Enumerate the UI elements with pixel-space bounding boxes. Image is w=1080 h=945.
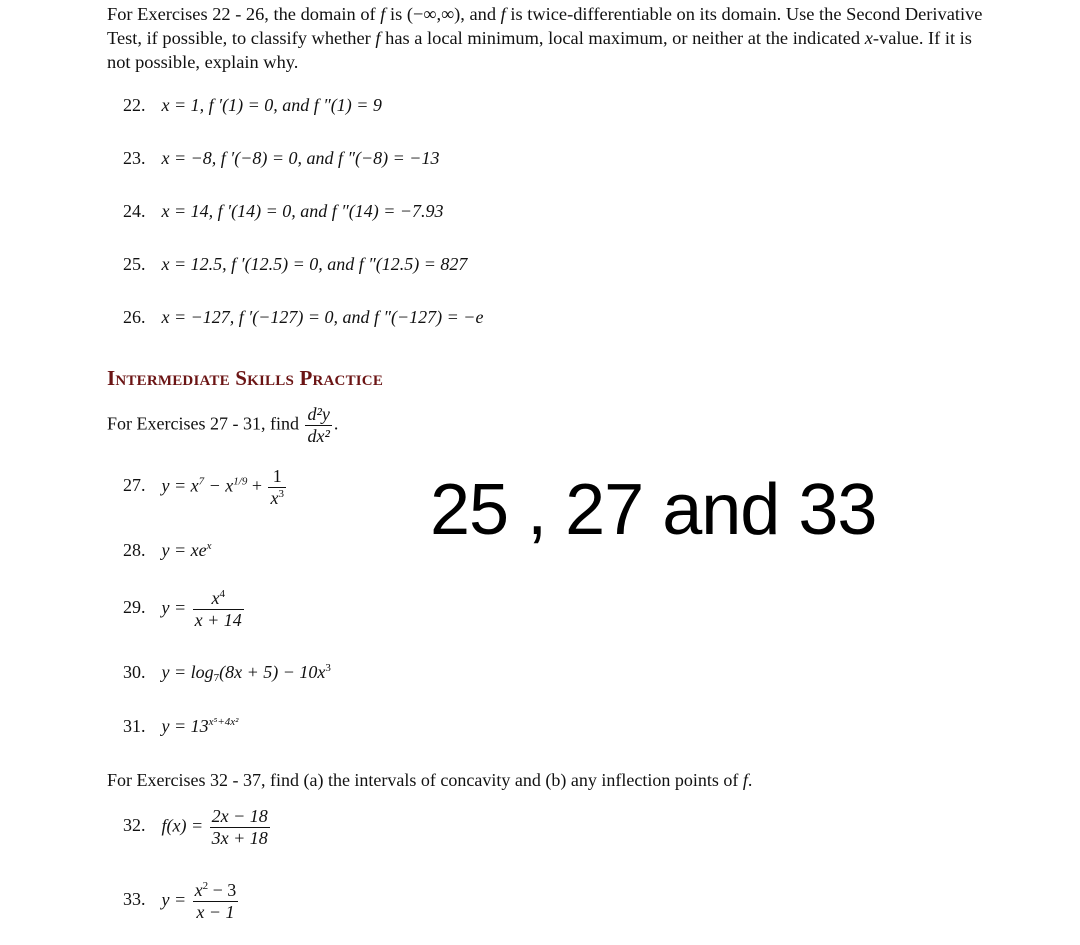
- equation-lhs: y = 13: [161, 716, 209, 736]
- prompt-text: For Exercises 27 - 31, find: [107, 413, 299, 434]
- var-x: x: [864, 28, 873, 48]
- exponent: 2: [202, 880, 209, 892]
- exercise-24: [123, 199, 444, 223]
- intro-paragraph: [107, 2, 987, 74]
- prompt-text: For Exercises 32 - 37, find (a) the intervals of concavity and (b) any inflection points of: [107, 770, 739, 790]
- first-derivative: f ′(12.5) = 0, and: [231, 254, 355, 274]
- exercise-27: [123, 466, 288, 508]
- exercise-28: [123, 538, 212, 562]
- exercise-number: 30.: [123, 662, 146, 682]
- var-f: f: [380, 4, 386, 24]
- exponent: 3: [325, 662, 331, 674]
- section-heading: Intermediate Skills Practice: [107, 366, 384, 390]
- intro-text: -value. If it is not possible, explain why.: [107, 28, 972, 72]
- handwritten-note-overlay: 25 , 27 and 33: [430, 470, 877, 550]
- fraction-denominator: dx²: [307, 425, 330, 446]
- prompt-32-37: [107, 768, 752, 792]
- intro-text: is twice-differentiable on its domain. Use the Second Derivative Test, if possible, to classify whether: [107, 4, 983, 48]
- equation-lhs: y = xe: [161, 540, 207, 560]
- second-derivative: f ″(12.5) = 827: [358, 254, 468, 274]
- second-derivative-fraction: [305, 404, 331, 446]
- exponent: 3: [278, 487, 284, 500]
- exercise-number: 31.: [123, 716, 146, 736]
- exercise-number: 22.: [123, 95, 146, 115]
- fraction-denominator: x + 14: [194, 609, 242, 630]
- fraction-numerator: 2x − 18: [211, 806, 268, 826]
- fraction-denominator: [268, 488, 286, 509]
- exercise-31: [123, 714, 238, 738]
- exponent: x: [206, 540, 212, 552]
- second-derivative: f ″(−127) = −e: [374, 307, 484, 327]
- fraction-denominator: x − 1: [196, 901, 235, 922]
- var-f: f: [742, 770, 748, 790]
- var-f: f: [500, 4, 506, 24]
- exercise-25: [123, 252, 467, 276]
- exponent: 4: [219, 588, 225, 600]
- fraction-numerator: [193, 588, 244, 610]
- fraction: [193, 588, 244, 630]
- intro-text: For Exercises 22 - 26, the domain of: [107, 4, 376, 24]
- intro-text: has a local minimum, local maximum, or neither at the indicated: [385, 28, 861, 48]
- exercise-number: 23.: [123, 148, 146, 168]
- equation-lhs: y = x: [161, 475, 199, 496]
- exercise-33: [123, 880, 240, 922]
- equation-term: (8x + 5) − 10x: [219, 662, 326, 682]
- second-derivative: f ″(1) = 9: [313, 95, 382, 115]
- equation-lhs: y =: [161, 597, 187, 618]
- x-value: x = 12.5,: [161, 254, 227, 274]
- prompt-27-31: [107, 404, 338, 446]
- second-derivative: f ″(14) = −7.93: [331, 201, 444, 221]
- exercise-number: 29.: [123, 597, 146, 618]
- exponent: 7: [198, 475, 205, 488]
- fraction: [193, 880, 239, 922]
- var-f: f: [375, 28, 381, 48]
- first-derivative: f ′(14) = 0, and: [217, 201, 328, 221]
- exercise-number: 27.: [123, 475, 146, 496]
- x-value: x = −8,: [161, 148, 217, 168]
- fraction-numerator: d²y: [307, 404, 330, 424]
- numerator-base: x: [211, 588, 220, 608]
- second-derivative: f ″(−8) = −13: [338, 148, 440, 168]
- denominator-base: x: [270, 487, 279, 508]
- exercise-number: 25.: [123, 254, 146, 274]
- equation-lhs: y = log: [161, 662, 214, 682]
- numerator-base: x: [194, 880, 203, 900]
- prompt-period: .: [333, 413, 339, 434]
- fraction-numerator: 1: [268, 466, 286, 488]
- exercise-26: [123, 305, 483, 329]
- numerator-rest: − 3: [208, 880, 237, 900]
- equation-lhs: y =: [161, 889, 187, 910]
- fraction: [268, 466, 286, 508]
- exercise-30: [123, 660, 331, 684]
- log-base: 7: [213, 672, 220, 684]
- exercise-number: 28.: [123, 540, 146, 560]
- exponent: x⁵+4x²: [208, 716, 239, 728]
- fraction-denominator: 3x + 18: [211, 827, 268, 848]
- exercise-number: 26.: [123, 307, 146, 327]
- exercise-32: [123, 806, 272, 848]
- exercise-number: 32.: [123, 815, 146, 836]
- exercise-22: [123, 93, 382, 117]
- prompt-period: .: [747, 770, 753, 790]
- exercise-23: [123, 146, 439, 170]
- x-value: x = 1,: [161, 95, 205, 115]
- x-value: x = 14,: [161, 201, 214, 221]
- x-value: x = −127,: [161, 307, 235, 327]
- exercise-29: [123, 588, 246, 630]
- exercise-number: 33.: [123, 889, 146, 910]
- fraction-numerator: [193, 880, 239, 902]
- first-derivative: f ′(−8) = 0, and: [220, 148, 334, 168]
- intro-text: is (−∞,∞), and: [390, 4, 497, 24]
- plus-sign: +: [247, 475, 267, 496]
- equation-term: − x: [204, 475, 234, 496]
- exponent: 1/9: [233, 475, 248, 488]
- first-derivative: f ′(−127) = 0, and: [238, 307, 370, 327]
- exercise-number: 24.: [123, 201, 146, 221]
- equation-lhs: f(x) =: [161, 815, 204, 836]
- first-derivative: f ′(1) = 0, and: [208, 95, 310, 115]
- fraction: [210, 806, 270, 848]
